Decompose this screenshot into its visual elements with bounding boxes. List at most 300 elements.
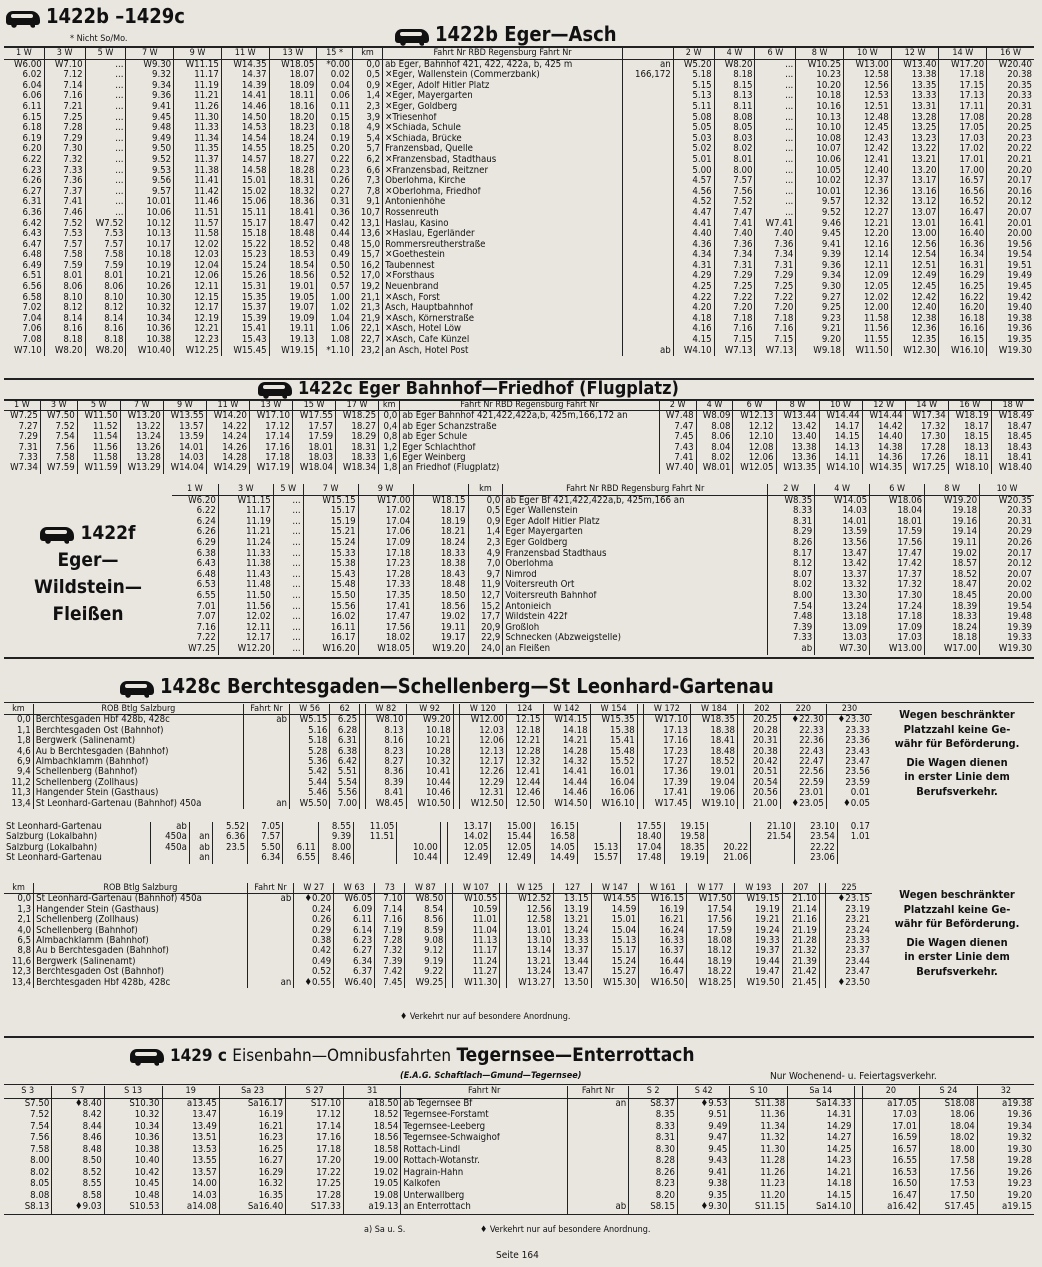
time-cell: 0.36 <box>317 208 353 219</box>
time-cell: 5.03 <box>673 134 714 145</box>
time-cell: W15.35 <box>590 715 637 726</box>
time-cell: 14.41 <box>221 91 269 102</box>
time-cell: 9.35 <box>678 1191 730 1203</box>
time-cell: 17.11 <box>939 102 987 113</box>
time-cell: 14.27 <box>788 1133 854 1145</box>
station-cell: Wildstein 422f <box>503 612 768 623</box>
time-cell: 9.21 <box>796 324 844 335</box>
table-row <box>4 81 1034 92</box>
time-cell: 11.52 <box>77 422 120 432</box>
time-cell: W16.10 <box>939 346 987 357</box>
time-cell: 14.11 <box>819 453 862 463</box>
header-row <box>4 1086 1034 1098</box>
time-cell: 18.19 <box>413 517 468 528</box>
station-cell: ✕Triesenhof <box>383 113 623 124</box>
table-row <box>4 1145 1034 1157</box>
time-cell: 11.38 <box>218 559 273 570</box>
time-cell: 21.00 <box>744 799 781 809</box>
time-cell: 16.55 <box>862 1156 919 1168</box>
km-cell: 1,2 <box>379 443 400 453</box>
time-cell: 8.48 <box>52 1145 104 1157</box>
time-cell: 19.49 <box>987 271 1034 282</box>
time-cell: 14.53 <box>221 123 269 134</box>
time-cell: an <box>189 832 212 842</box>
time-cell: 0.06 <box>317 91 353 102</box>
time-cell: W8.45 <box>366 799 406 809</box>
time-cell: 12.06 <box>733 453 776 463</box>
time-cell: 10.36 <box>126 324 174 335</box>
time-cell: 21.54 <box>751 832 794 842</box>
time-cell: 5.01 <box>673 155 714 166</box>
header-row <box>4 48 1034 59</box>
time-cell: 8.23 <box>366 747 406 757</box>
time-cell: 9.22 <box>405 967 446 977</box>
time-cell: 16.15 <box>939 335 987 346</box>
time-cell: 18.15 <box>948 432 991 442</box>
time-cell: 15.52 <box>590 757 637 767</box>
time-cell: 13.50 <box>554 978 591 988</box>
time-cell: 7.01 <box>196 601 216 612</box>
time-cell: 6.47 <box>22 239 42 250</box>
time-cell: 6.18 <box>22 123 42 134</box>
time-cell: 19.39 <box>980 623 1034 634</box>
time-cell: 17.12 <box>286 1110 344 1122</box>
time-cell: 17.04 <box>358 517 413 528</box>
time-cell: 8.04 <box>696 443 733 453</box>
table-row <box>172 580 1034 591</box>
table-row <box>4 894 872 905</box>
time-cell: 17.03 <box>939 134 987 145</box>
time-cell: W6.20 <box>188 495 216 506</box>
column-header: 12 W <box>862 400 905 411</box>
time-cell: 18.24 <box>413 538 468 549</box>
km-cell: 15,2 <box>468 602 503 613</box>
station-cell: Berchtesgaden Hbf 428b, 428c <box>33 715 243 726</box>
time-cell: 19.07 <box>269 303 317 314</box>
time-cell: 19.04 <box>690 778 737 788</box>
km-cell: 22,9 <box>468 633 503 644</box>
section-title-1422b: 1422b Eger—Asch <box>395 22 617 46</box>
time-cell: 15.57 <box>577 853 620 863</box>
time-cell: 14.15 <box>788 1191 854 1203</box>
time-cell: 9.34 <box>796 271 844 282</box>
time-cell: ... <box>755 70 796 81</box>
divider <box>4 1036 1034 1038</box>
time-cell: ... <box>755 102 796 113</box>
time-cell: a16.42 <box>862 1202 919 1214</box>
time-cell: 21.28 <box>782 936 819 946</box>
time-cell: 17.09 <box>358 538 413 549</box>
time-cell: 14.29 <box>788 1122 854 1134</box>
time-cell: 13.59 <box>815 527 870 538</box>
time-cell: ♦9.30 <box>678 1202 730 1214</box>
time-cell: 23.54 <box>794 832 837 842</box>
column-header: 4 W <box>714 48 755 59</box>
time-cell: 10.01 <box>796 187 844 198</box>
time-cell: 12.32 <box>844 197 892 208</box>
time-cell: S17.33 <box>286 1202 344 1214</box>
time-cell: 13.15 <box>554 894 591 905</box>
table-row <box>4 282 1034 293</box>
time-cell: 9.52 <box>796 208 844 219</box>
time-cell: 16.53 <box>862 1168 919 1180</box>
time-cell: 10.32 <box>126 303 174 314</box>
time-cell: 10.59 <box>452 905 500 915</box>
time-cell: ♦0.05 <box>826 799 872 809</box>
time-cell: 18.48 <box>269 229 317 240</box>
time-cell: 16.01 <box>590 767 637 777</box>
time-cell: 15.18 <box>221 229 269 240</box>
time-cell: 13.17 <box>891 176 939 187</box>
time-cell: 5.00 <box>673 166 714 177</box>
column-header: km <box>4 883 34 894</box>
time-cell: 13.49 <box>162 1122 219 1134</box>
time-cell: W7.59 <box>40 463 77 473</box>
time-cell: 12.32 <box>506 757 543 767</box>
time-cell <box>440 843 447 853</box>
time-cell: 13.21 <box>891 155 939 166</box>
time-cell: 10.21 <box>406 736 453 746</box>
km-cell: 9,1 <box>352 197 382 208</box>
time-cell: 6.51 <box>22 271 42 282</box>
table-row <box>4 788 872 798</box>
time-cell: 8.16 <box>44 324 85 335</box>
time-cell: 8.26 <box>768 538 815 549</box>
time-cell: 6.11 <box>334 915 375 925</box>
time-cell: 0.29 <box>294 926 334 936</box>
column-header: 14 W <box>905 400 948 411</box>
table-row <box>4 422 1034 432</box>
time-cell: 17.30 <box>870 591 925 602</box>
divider <box>4 1214 1034 1215</box>
time-cell: ... <box>85 134 126 145</box>
time-cell: 13.25 <box>891 123 939 134</box>
column-header: W 147 <box>591 883 639 894</box>
km-cell: 7,3 <box>352 176 382 187</box>
time-cell: 16.44 <box>639 957 687 967</box>
time-cell: 12.16 <box>844 240 892 251</box>
time-cell: 17.28 <box>358 570 413 581</box>
time-cell: ... <box>273 549 303 560</box>
time-cell <box>283 832 318 842</box>
table-row <box>4 822 872 832</box>
km-cell: 1,4 <box>468 527 503 538</box>
time-cell: ... <box>85 155 126 166</box>
station-cell: Franzensbad, Quelle <box>383 144 623 155</box>
time-cell: 20.28 <box>744 726 781 736</box>
time-cell: 8.46 <box>52 1133 104 1145</box>
time-cell: 7.08 <box>22 335 42 346</box>
time-cell <box>243 736 289 746</box>
time-cell: 14.05 <box>534 843 577 853</box>
km-cell: 4,0 <box>17 925 32 936</box>
time-cell: W10.25 <box>796 59 844 70</box>
time-cell: 13.21 <box>506 957 554 967</box>
column-header: 19 <box>162 1086 219 1098</box>
time-cell: 17.58 <box>920 1156 978 1168</box>
station-cell: an Asch, Hotel Post <box>383 346 623 357</box>
time-cell: 8.02 <box>30 1167 50 1178</box>
time-cell: 19.36 <box>987 324 1034 335</box>
time-cell: 16.04 <box>590 778 637 788</box>
time-cell: 4.22 <box>673 293 714 304</box>
time-cell: 13.19 <box>554 905 591 915</box>
time-cell: W6.00 <box>13 59 42 70</box>
time-cell: 19.34 <box>977 1122 1034 1134</box>
time-cell: 7.29 <box>755 271 796 282</box>
time-cell: W8.10 <box>366 715 406 726</box>
time-cell: 8.18 <box>44 335 85 346</box>
timetable-1422c <box>4 400 1034 474</box>
time-cell: 13.10 <box>506 936 554 946</box>
time-cell: 5.36 <box>290 757 330 767</box>
table-row <box>4 1156 1034 1168</box>
table-row <box>4 1122 1034 1134</box>
divider <box>4 702 1034 703</box>
time-cell: 16.19 <box>219 1110 285 1122</box>
time-cell: W7.13 <box>714 346 755 357</box>
station-cell: Berchtesgaden Ost (Bahnhof) <box>34 967 247 977</box>
time-cell: 0.49 <box>317 250 353 261</box>
time-cell: ab <box>247 894 294 905</box>
time-cell: 4.52 <box>673 197 714 208</box>
station-cell: Tegernsee-Leeberg <box>401 1122 568 1134</box>
timetable-1422b <box>4 48 1034 356</box>
time-cell: 6.22 <box>196 506 216 517</box>
time-cell: 19.42 <box>987 293 1034 304</box>
km-cell: 1,8 <box>16 736 31 747</box>
time-cell: 10.13 <box>126 229 174 240</box>
time-cell: 12.42 <box>891 293 939 304</box>
time-cell <box>837 843 872 853</box>
time-cell: 20.01 <box>987 219 1034 230</box>
time-cell: 11.46 <box>174 197 222 208</box>
time-cell: 9.34 <box>126 81 174 92</box>
time-cell: 4.18 <box>673 314 714 325</box>
table-row <box>4 91 1034 102</box>
time-cell: 14.03 <box>163 453 206 463</box>
time-cell: 8.13 <box>366 726 406 736</box>
time-cell: 16.25 <box>219 1145 285 1157</box>
time-cell: 6.15 <box>22 112 42 123</box>
station-cell: ✕Forsthaus <box>383 271 623 282</box>
time-cell <box>243 726 289 736</box>
time-cell: W20.40 <box>987 59 1034 70</box>
time-cell: 19.33 <box>980 633 1034 644</box>
column-header: 3 W <box>40 400 77 411</box>
time-cell: 18.21 <box>413 527 468 538</box>
time-cell: 12.15 <box>174 293 222 304</box>
table-row <box>4 957 872 967</box>
time-cell: 20.29 <box>980 527 1034 538</box>
time-cell: 19.51 <box>987 261 1034 272</box>
time-cell: 6.27 <box>334 946 375 956</box>
time-cell: 16.11 <box>303 623 358 634</box>
time-cell: 15.17 <box>221 219 269 230</box>
table-row <box>4 736 872 746</box>
time-cell: 7.20 <box>714 303 755 314</box>
time-cell: 5.11 <box>673 102 714 113</box>
station-cell: Hagrain-Hahn <box>401 1168 568 1180</box>
time-cell: S10.53 <box>104 1202 162 1214</box>
station-cell: Eger Adolf Hitler Platz <box>503 517 768 528</box>
table-row <box>4 134 1034 145</box>
time-cell: ... <box>85 166 126 177</box>
column-header: 10 W <box>980 484 1034 495</box>
km-cell: 6,9 <box>16 757 31 768</box>
column-header: 16 W <box>948 400 991 411</box>
time-cell: 17.16 <box>249 443 292 453</box>
time-cell: 10.32 <box>406 757 453 767</box>
station-cell: Berchtesgaden Ost (Bahnhof) <box>33 726 243 736</box>
time-cell: 7.47 <box>714 208 755 219</box>
table-row <box>4 335 1034 346</box>
time-cell: ... <box>273 527 303 538</box>
time-cell <box>567 1145 628 1157</box>
time-cell: 19.06 <box>690 788 737 798</box>
station-cell: St Leonhard-Gartenau (Bahnhof) 450a <box>33 799 243 809</box>
time-cell: ... <box>85 208 126 219</box>
timetable-1429c <box>4 1086 1034 1214</box>
capacity-note-line: in erster Linie dem <box>904 770 1010 783</box>
time-cell: 13.16 <box>891 187 939 198</box>
time-cell: ... <box>755 134 796 145</box>
time-cell: 8.10 <box>44 293 85 304</box>
time-cell: 0.42 <box>317 219 353 230</box>
time-cell: 7.56 <box>40 443 77 453</box>
km-cell: 15,0 <box>352 240 382 251</box>
time-cell: 7.52 <box>40 422 77 432</box>
time-cell: 18.58 <box>344 1145 401 1157</box>
column-header: W 161 <box>639 883 687 894</box>
time-cell: 17.35 <box>358 591 413 602</box>
time-cell <box>751 843 794 853</box>
time-cell: 7.28 <box>375 936 405 946</box>
capacity-note-line: in erster Linie dem <box>904 950 1010 963</box>
time-cell <box>622 102 673 113</box>
time-cell: 0.04 <box>317 81 353 92</box>
time-cell: 16.21 <box>639 915 687 925</box>
time-cell: S17.45 <box>920 1202 978 1214</box>
time-cell: 6.31 <box>22 197 42 208</box>
table-row <box>4 324 1034 335</box>
station-cell: ✕Goethestein <box>383 250 623 261</box>
time-cell: 21.16 <box>782 915 819 925</box>
time-cell <box>577 832 620 842</box>
time-cell: ♦0.20 <box>294 894 334 905</box>
table-row <box>4 1179 1034 1191</box>
time-cell: 16.37 <box>639 946 687 956</box>
time-cell: 17.27 <box>643 757 690 767</box>
time-cell: 13.09 <box>815 623 870 634</box>
time-cell: 12.45 <box>891 282 939 293</box>
time-cell: 20.00 <box>987 229 1034 240</box>
time-cell: W13.20 <box>120 411 163 422</box>
time-cell: 19.19 <box>734 905 782 915</box>
time-cell: 8.52 <box>52 1168 104 1180</box>
time-cell: 7.15 <box>755 335 796 346</box>
time-cell: 19.15 <box>664 822 707 832</box>
time-cell: 18.35 <box>664 843 707 853</box>
time-cell <box>247 967 294 977</box>
time-cell: 13.32 <box>815 580 870 591</box>
time-cell: 8.26 <box>629 1168 678 1180</box>
table-row <box>172 570 1034 581</box>
time-cell: 19.23 <box>977 1179 1034 1191</box>
time-cell: 0.02 <box>317 70 353 81</box>
km-cell: 0,0 <box>17 893 32 905</box>
station-cell: ✕Franzensbad, Reitzner <box>383 166 623 177</box>
time-cell: ... <box>273 623 303 634</box>
header-row <box>4 883 872 894</box>
column-header: S 42 <box>678 1086 730 1098</box>
time-cell: 10.38 <box>104 1145 162 1157</box>
time-cell: 18.54 <box>344 1122 401 1134</box>
time-cell: 12.45 <box>844 123 892 134</box>
time-cell: 16.02 <box>303 612 358 623</box>
time-cell: 12.41 <box>844 155 892 166</box>
time-cell: 15.23 <box>221 250 269 261</box>
table-row <box>4 59 1034 70</box>
time-cell: 17.06 <box>358 527 413 538</box>
table-row <box>4 832 872 842</box>
time-cell: S11.38 <box>730 1098 788 1110</box>
time-cell: 11.37 <box>174 155 222 166</box>
time-cell: 13.18 <box>815 612 870 623</box>
time-cell: 6.11 <box>22 101 42 112</box>
time-cell: 11.58 <box>174 229 222 240</box>
time-cell: W14.10 <box>819 463 862 473</box>
time-cell: 13.47 <box>815 549 870 560</box>
column-header: W 107 <box>452 883 500 894</box>
time-cell: 20.25 <box>744 715 781 726</box>
time-cell: 16.21 <box>219 1122 285 1134</box>
time-cell: 10.45 <box>104 1179 162 1191</box>
time-cell: 8.00 <box>714 166 755 177</box>
time-cell <box>189 822 212 832</box>
header-row <box>4 704 872 715</box>
km-cell: 22,7 <box>352 335 382 346</box>
time-cell: W7.40 <box>659 463 696 473</box>
time-cell: 7.39 <box>768 623 815 634</box>
column-header: ROB Btlg Salzburg <box>34 883 247 894</box>
table-row <box>4 726 872 736</box>
time-cell: ab <box>622 346 673 357</box>
column-header: 124 <box>506 704 543 715</box>
time-cell: 6.53 <box>196 580 216 591</box>
column-header: 13 W <box>249 400 292 411</box>
time-cell: 17.41 <box>643 788 690 798</box>
table-row <box>4 767 872 777</box>
time-cell: 6.26 <box>22 176 42 187</box>
bus-icon <box>40 527 74 541</box>
subtitle-1429c: (E.A.G. Schaftlach—Gmund—Tegernsee) <box>400 1071 582 1081</box>
time-cell <box>440 822 447 832</box>
time-cell: 7.34 <box>714 250 755 261</box>
column-header: S 10 <box>730 1086 788 1098</box>
time-cell: 7.29 <box>44 134 85 145</box>
time-cell: 9.20 <box>796 335 844 346</box>
time-cell: 7.36 <box>755 240 796 251</box>
time-cell: 5.44 <box>290 778 330 788</box>
time-cell: 17.00 <box>939 166 987 177</box>
time-cell: 5.50 <box>248 843 283 853</box>
station-cell: Voitersreuth Bahnhof <box>503 591 768 602</box>
time-cell: 18.28 <box>269 166 317 177</box>
time-cell: 22.43 <box>780 747 826 757</box>
time-cell <box>854 1098 862 1110</box>
time-cell: W7.25 <box>188 643 216 654</box>
